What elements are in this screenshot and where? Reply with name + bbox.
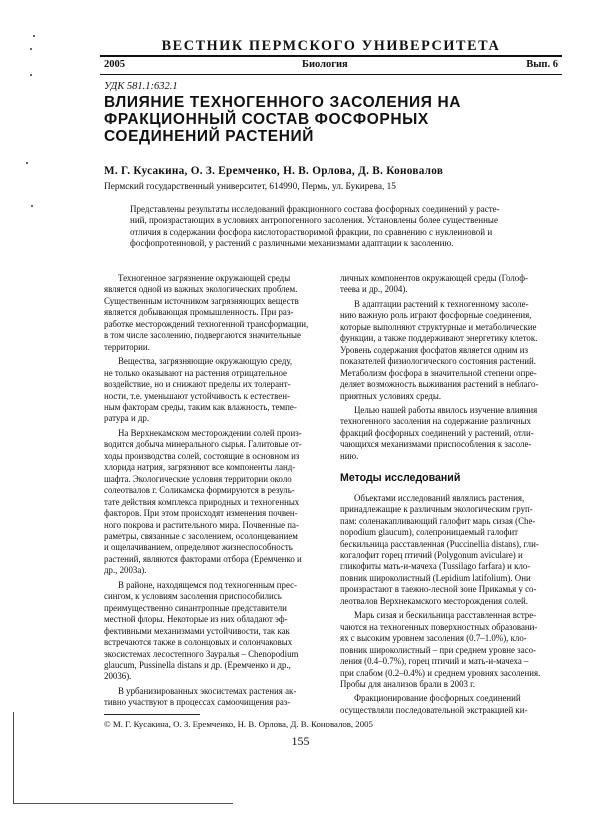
udc-code: УДК 581.1:632.1: [104, 81, 178, 92]
scan-edge-line: [13, 712, 14, 804]
scan-speck: [33, 35, 35, 37]
section-heading: Методы исследований: [340, 472, 461, 485]
article-title: ВЛИЯНИЕ ТЕХНОГЕННОГО ЗАСОЛЕНИЯ НА ФРАКЦИОННЫЙ СОСТАВ ФОСФОРНЫХ СОЕДИНЕНИЙ РАСТЕНИЙ: [104, 94, 462, 145]
issue-number: Вып. 6: [526, 59, 558, 70]
header-rule-thin: [100, 74, 562, 75]
paragraph: В адаптации растений к техногенному засоле- нию важную роль играют фосфорные соединения, которые выполняют структурные и метаболические функции, а также поддерживают энергетику клеток. Уровень содержания фосфатов является одним из показателей физиологического состояния растений. Метаболизм фосфора в значительной степени опре- деляет возможность выживания растений в неблаго- приятных условиях среды.: [340, 298, 539, 401]
scan-speck: [26, 162, 28, 164]
scan-speck: [30, 48, 32, 50]
scan-edge-line: [13, 803, 233, 804]
paragraph: В районе, находящемся под техногенным прес- сингом, к условиям засоления приспособились преимущественно синантропные представители местной флоры. Некоторые из них обладают эф- фективными механизмами устойчивости, так как встречаются также в солонцовых и солончаковых экосистемах лесостепного Зауралья – Chenopodium glaucum, Pussinella distans и др. (Еремченко и др., 20036).: [104, 579, 299, 682]
paragraph: Марь сизая и бескильница расставленная встре- чаются на техногенных поверхностных образовани- ях с высоким уровнем засоления (0.7–1.0%), кло- повник широколистный – при среднем уровне засо- ления (0.4–0.7%), горец птичий и мать-и-мачеха – при слабом (0.2–0.4%) и среднем уровнях засоления. Пробы для анализов брали в 2003 г.: [340, 610, 541, 689]
paragraph: На Верхнекамском месторождении солей произ- водится добыча минерального сырья. Галитовые от- ходы производства солей, состоящие в основном из хлорида натрия, загрязняют все компоненты ланд- шафта. Экологические условия территории около солеотвалов г. Соликамска формируются в резуль- тате действия комплекса природных и техногенных факторов. При этом происходят изменения почвен- ного покрова и растительного мира. Почвенные па- раметры, связанные с засолением, осолонцеванием и ощелачиванием, определяют жизнеспособность растений, являются факторами отбора (Еремченко и др., 2003а).: [104, 427, 302, 576]
copyright-footnote: © М. Г. Кусакина, О. З. Еремченко, Н. В. Орлова, Д. В. Коновалов, 2005: [104, 719, 373, 729]
page-number: 155: [291, 734, 310, 748]
footnote-rule: [104, 714, 200, 715]
scan-speck: [31, 205, 33, 207]
journal-title: ВЕСТНИК ПЕРМСКОГО УНИВЕРСИТЕТА: [161, 38, 501, 54]
author-affiliation: Пермский государственный университет, 614990, Пермь, ул. Букирева, 15: [104, 182, 396, 192]
paragraph-continuation: личных компонентов окружающей среды (Голоф- теева и др., 2004).: [340, 273, 528, 295]
issue-year: 2005: [104, 59, 125, 70]
paragraph: Объектами исследований являлись растения, принадлежащие к различным экологическим груп- пам: соленакапливающий галофит марь сизая (Che- nopodium glaucum), солепроницаемый галофит бескильница расставленная (Puccinellia distans), гли- когалофит горец птичий (Polygonum aviculare) и гликофиты мать-и-мачеха (Tussilago farfara) и кло- повник широколистный (Lepidium latifolium). Они произрастают в таежно-лесной зоне Прикамья у со- леотвалов Верхнекамского месторождения солей.: [340, 492, 539, 606]
paragraph: В урбанизированных экосистемах растения ак- тивно участвуют в процессах самоочищения раз-: [104, 685, 297, 708]
abstract: Представлены результаты исследований фракционного состава фосфорных соединений у расте- ний, произрастающих в условиях антропогенного засоления. Установлены более существенные отличия в содержании фосфора кислоторастворимой фракции, по сравнению с нуклеиновой и фосфопротеиновой, у растений с различными механизмами адаптации к засолению.: [130, 204, 500, 249]
paragraph: Вещества, загрязняющие окружающую среду, не только оказывают на растения отрицательное воздействие, но и снижают пределы их толерант- ности, т.е. уменьшают устойчивость к естествен- ным факторам среды, таким как влажность, темпе- ратура и др.: [104, 356, 297, 424]
right-column: [340, 273, 561, 719]
journal-section: Биология: [302, 59, 348, 70]
left-column: [104, 273, 325, 712]
paragraph: Целью нашей работы явилось изучение влияния техногенного засоления на содержание различных фракций фосфорных соединений у растений, отли- чающихся механизмами приспособления к засоле- нию.: [340, 404, 538, 461]
paragraph: Фракционирование фосфорных соединений осуществляли последовательной экстракцией ки-: [340, 693, 528, 715]
paragraph: Техногенное загрязнение окружающей среды является одной из важных экологических проблем. Существенным источником загрязняющих веществ является добывающая промышленность. При раз- работке месторождений техногенной трансформации, в том числе засолению, подвергаются значительные территории.: [104, 273, 309, 352]
author-list: М. Г. Кусакина, О. З. Еремченко, Н. В. Орлова, Д. В. Коновалов: [104, 165, 444, 177]
header-rule: [100, 55, 562, 57]
scan-speck: [30, 74, 32, 76]
